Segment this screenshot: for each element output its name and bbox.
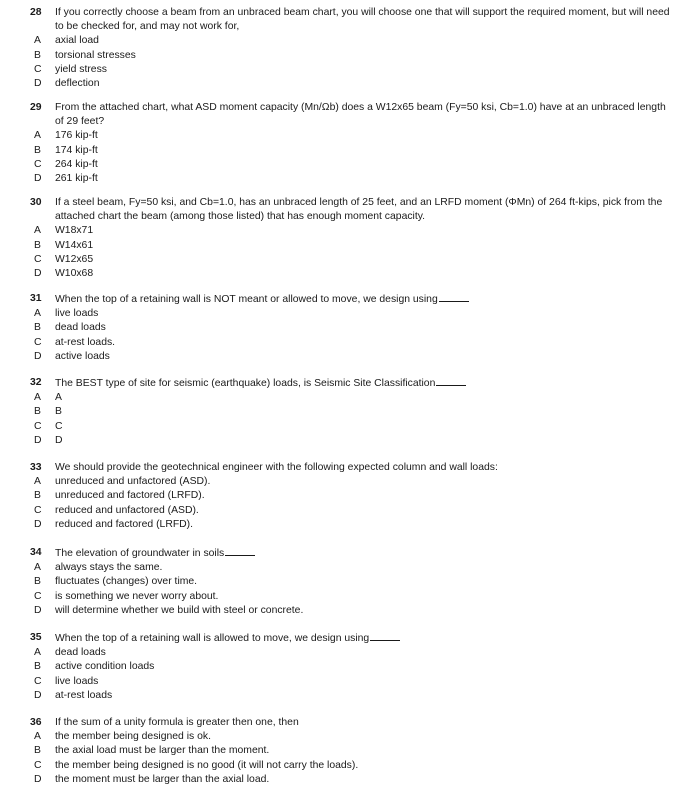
option-text: W18x71 <box>55 225 94 237</box>
question-number: 29 <box>30 102 42 113</box>
question-text: If the sum of a unity formula is greater then one, then <box>55 717 299 728</box>
option-letter: A <box>34 647 41 659</box>
answer-option-b[interactable] <box>30 660 670 674</box>
option-text: 174 kip-ft <box>55 144 98 156</box>
option-text: torsional stresses <box>55 49 136 61</box>
option-letter: C <box>34 759 42 771</box>
answer-option-a[interactable] <box>30 224 670 238</box>
option-letter: B <box>34 661 41 673</box>
option-text: dead loads <box>55 647 106 659</box>
option-text: yield stress <box>55 63 107 75</box>
question-number: 28 <box>30 7 42 18</box>
option-letter: A <box>34 731 41 743</box>
option-text: C <box>55 420 63 432</box>
question-stem <box>30 461 670 475</box>
option-letter: C <box>34 504 42 516</box>
answer-option-a[interactable] <box>30 730 670 744</box>
answer-option-a[interactable] <box>30 307 670 321</box>
answer-option-b[interactable] <box>30 49 670 63</box>
option-text: will determine whether we build with steel or concrete. <box>55 604 304 616</box>
answer-option-c[interactable] <box>30 759 670 773</box>
answer-option-c[interactable] <box>30 590 670 604</box>
question-text: When the top of a retaining wall is allowed to move, we design using <box>55 633 370 644</box>
option-letter: B <box>34 406 41 418</box>
question-28 <box>30 6 670 91</box>
question-35 <box>30 631 670 703</box>
question-text: From the attached chart, what ASD moment capacity (Mn/Ωb) does a W12x65 beam (Fy=50 ksi, Cb=1.0) have at an unbraced length of 29 feet? <box>55 102 666 128</box>
question-stem <box>30 101 670 129</box>
option-letter: D <box>34 604 42 616</box>
question-34 <box>30 546 670 618</box>
answer-option-c[interactable] <box>30 420 670 434</box>
option-letter: C <box>34 675 42 687</box>
question-stem <box>30 376 670 391</box>
option-letter: B <box>34 144 41 156</box>
option-text: B <box>55 406 62 418</box>
option-letter: A <box>34 476 41 488</box>
question-text: When the top of a retaining wall is NOT meant or allowed to move, we design using <box>55 294 438 305</box>
option-letter: C <box>34 63 42 75</box>
question-text-wrap <box>55 546 670 561</box>
option-letter: D <box>34 689 42 701</box>
question-number: 36 <box>30 717 42 728</box>
answer-option-c[interactable] <box>30 63 670 77</box>
question-36 <box>30 716 670 787</box>
option-letter: A <box>34 35 41 47</box>
option-text: deflection <box>55 78 100 90</box>
answer-option-b[interactable] <box>30 239 670 253</box>
question-32 <box>30 376 670 448</box>
option-text: the member being designed is no good (it will not carry the loads). <box>55 759 359 771</box>
answer-option-c[interactable] <box>30 158 670 172</box>
answer-option-d[interactable] <box>30 267 670 281</box>
answer-option-c[interactable] <box>30 336 670 350</box>
option-letter: B <box>34 49 41 61</box>
question-text: The BEST type of site for seismic (earthquake) loads, is Seismic Site Classification <box>55 378 436 389</box>
option-text: W10x68 <box>55 268 94 280</box>
question-stem <box>30 292 670 307</box>
option-text: is something we never worry about. <box>55 590 219 602</box>
option-text: always stays the same. <box>55 562 163 574</box>
option-text: the axial load must be larger than the moment. <box>55 745 270 757</box>
option-letter: A <box>34 130 41 142</box>
answer-option-a[interactable] <box>30 34 670 48</box>
answer-option-d[interactable] <box>30 434 670 448</box>
question-stem <box>30 716 670 730</box>
answer-option-b[interactable] <box>30 321 670 335</box>
answer-blank <box>439 292 469 302</box>
option-letter: A <box>34 562 41 574</box>
question-number: 33 <box>30 462 42 473</box>
option-letter: C <box>34 590 42 602</box>
answer-option-d[interactable] <box>30 604 670 618</box>
option-letter: B <box>34 576 41 588</box>
answer-option-a[interactable] <box>30 475 670 489</box>
question-text: We should provide the geotechnical engineer with the following expected column and wall loads: <box>55 462 498 473</box>
option-letter: D <box>34 518 42 530</box>
question-stem <box>30 196 670 224</box>
question-number: 30 <box>30 197 42 208</box>
answer-option-c[interactable] <box>30 504 670 518</box>
question-stem <box>30 546 670 561</box>
option-text: at-rest loads. <box>55 336 116 348</box>
question-stem <box>30 631 670 646</box>
question-text-wrap <box>55 461 670 475</box>
question-30 <box>30 196 670 281</box>
question-33 <box>30 461 670 532</box>
option-text: 176 kip-ft <box>55 130 98 142</box>
option-letter: C <box>34 336 42 348</box>
option-letter: A <box>34 308 41 320</box>
option-text: reduced and factored (LRFD). <box>55 518 194 530</box>
answer-option-b[interactable] <box>30 744 670 758</box>
answer-option-d[interactable] <box>30 773 670 787</box>
option-letter: A <box>34 225 41 237</box>
option-letter: D <box>34 268 42 280</box>
question-29 <box>30 101 670 186</box>
question-number: 32 <box>30 377 42 388</box>
answer-option-b[interactable] <box>30 575 670 589</box>
option-text: unreduced and factored (LRFD). <box>55 490 205 502</box>
question-31 <box>30 292 670 364</box>
option-text: W12x65 <box>55 253 94 265</box>
answer-option-b[interactable] <box>30 144 670 158</box>
question-text-wrap <box>55 376 670 391</box>
answer-option-c[interactable] <box>30 253 670 267</box>
answer-option-b[interactable] <box>30 405 670 419</box>
option-letter: A <box>34 392 41 404</box>
option-letter: C <box>34 253 42 265</box>
question-number: 35 <box>30 632 42 643</box>
option-letter: D <box>34 773 42 785</box>
option-text: active condition loads <box>55 661 155 673</box>
question-text: If you correctly choose a beam from an unbraced beam chart, you will choose one that will support the required moment, but will need to be checked for, and may not work for, <box>55 7 670 33</box>
answer-option-d[interactable] <box>30 350 670 364</box>
answer-option-b[interactable] <box>30 489 670 503</box>
option-text: A <box>55 392 62 404</box>
question-text-wrap <box>55 196 670 224</box>
question-number: 34 <box>30 547 42 558</box>
answer-option-c[interactable] <box>30 675 670 689</box>
answer-option-a[interactable] <box>30 391 670 405</box>
option-text: at-rest loads <box>55 689 113 701</box>
option-letter: D <box>34 434 42 446</box>
option-text: unreduced and unfactored (ASD). <box>55 476 211 488</box>
answer-option-d[interactable] <box>30 77 670 91</box>
question-stem <box>30 6 670 34</box>
option-letter: C <box>34 420 42 432</box>
answer-option-d[interactable] <box>30 518 670 532</box>
question-text: If a steel beam, Fy=50 ksi, and Cb=1.0, has an unbraced length of 25 feet, and an LRFD moment (ΦMn) of 264 ft-kips, pick from the attached chart the beam (among those listed) that has enough moment capacity. <box>55 197 663 223</box>
answer-blank <box>370 631 400 641</box>
question-text-wrap <box>55 631 670 646</box>
answer-blank <box>436 376 466 386</box>
option-text: axial load <box>55 35 99 47</box>
option-letter: B <box>34 322 41 334</box>
option-text: the moment must be larger than the axial load. <box>55 773 270 785</box>
option-letter: B <box>34 239 41 251</box>
option-text: live loads <box>55 308 99 320</box>
option-letter: B <box>34 490 41 502</box>
option-letter: B <box>34 745 41 757</box>
answer-option-a[interactable] <box>30 129 670 143</box>
question-number: 31 <box>30 293 42 304</box>
answer-option-d[interactable] <box>30 689 670 703</box>
option-letter: D <box>34 78 42 90</box>
option-text: fluctuates (changes) over time. <box>55 576 198 588</box>
option-text: the member being designed is ok. <box>55 731 211 743</box>
question-text-wrap <box>55 101 670 129</box>
option-letter: C <box>34 158 42 170</box>
answer-option-d[interactable] <box>30 172 670 186</box>
option-text: 264 kip-ft <box>55 158 98 170</box>
option-text: D <box>55 434 63 446</box>
option-text: W14x61 <box>55 239 94 251</box>
question-text-wrap <box>55 292 670 307</box>
answer-option-a[interactable] <box>30 646 670 660</box>
option-text: live loads <box>55 675 99 687</box>
answer-blank <box>225 546 255 556</box>
question-text: The elevation of groundwater in soils <box>55 548 225 559</box>
question-text-wrap <box>55 716 670 730</box>
option-text: active loads <box>55 350 110 362</box>
option-text: dead loads <box>55 322 106 334</box>
option-text: reduced and unfactored (ASD). <box>55 504 199 516</box>
answer-option-a[interactable] <box>30 561 670 575</box>
option-letter: D <box>34 173 42 185</box>
question-text-wrap <box>55 6 670 34</box>
option-text: 261 kip-ft <box>55 173 98 185</box>
option-letter: D <box>34 350 42 362</box>
